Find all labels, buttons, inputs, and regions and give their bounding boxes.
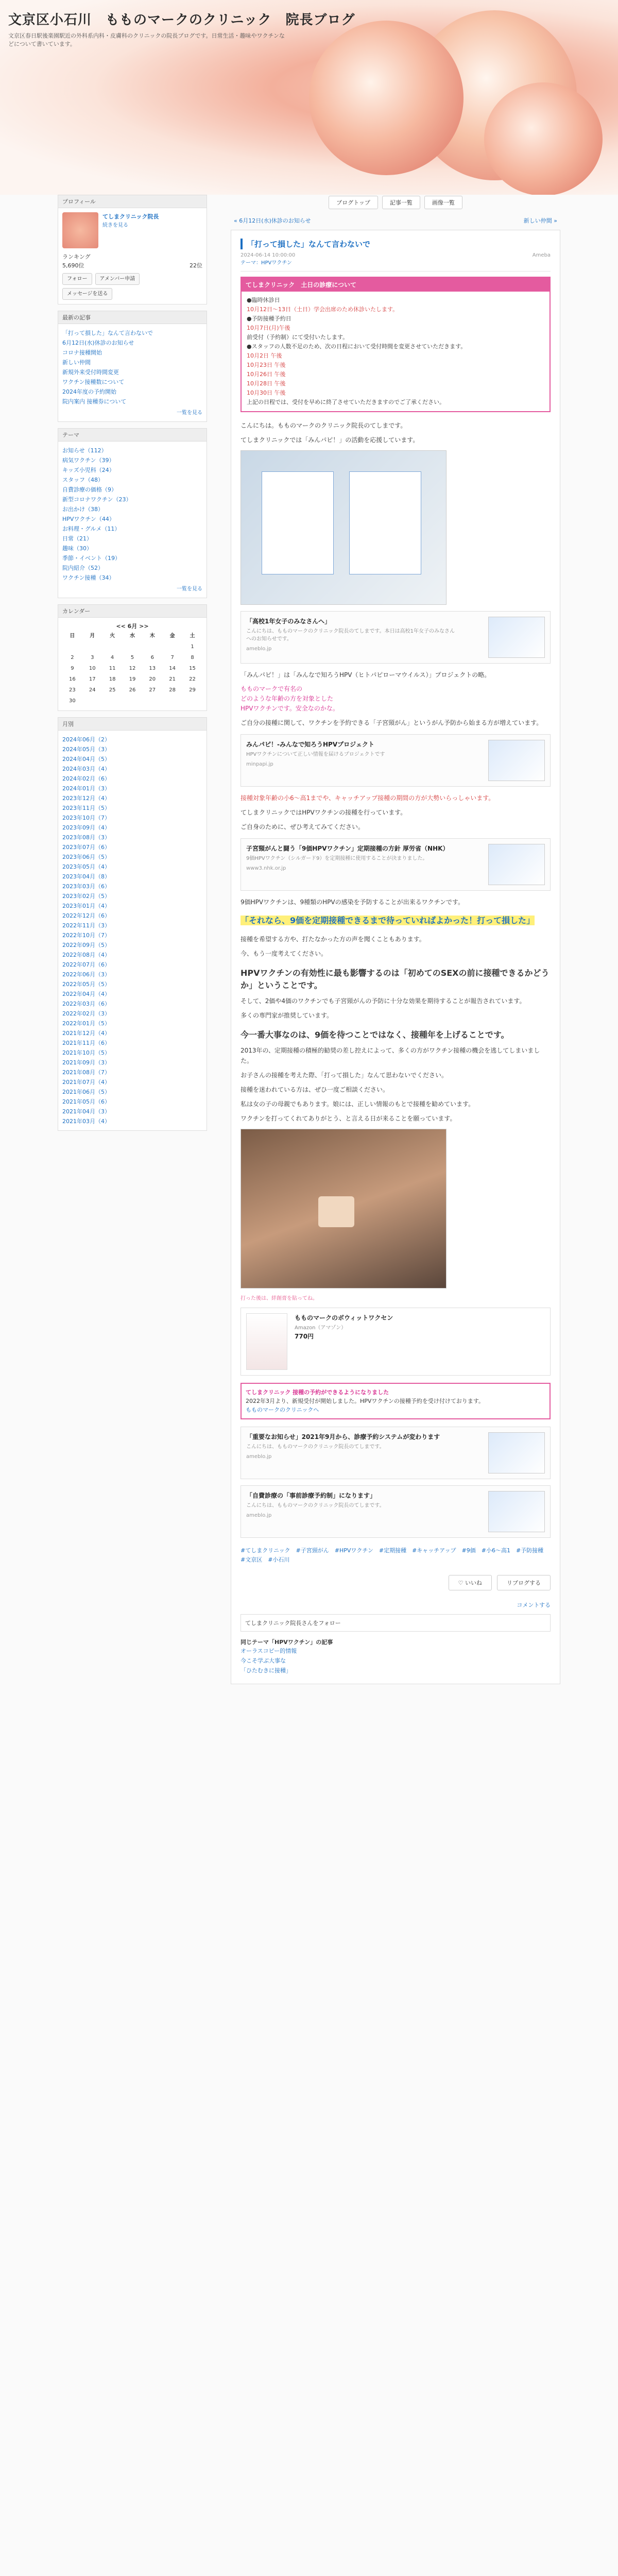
archive-month-link[interactable]: 2024年06月（2） bbox=[62, 736, 110, 743]
pink-text: どのような年齢の方を対象とした bbox=[241, 695, 334, 702]
archive-heading: 月別 bbox=[58, 718, 207, 731]
calendar-day[interactable]: 1 bbox=[191, 644, 194, 650]
paragraph: こんにちは。もものマークのクリニック院長のてしまです。 bbox=[241, 422, 407, 429]
emphasis-heading: 今一番大事なのは、9価を待つことではなく、接種年を上げることです。 bbox=[241, 1030, 509, 1040]
ranking-label: ランキング bbox=[62, 253, 91, 260]
card-desc: HPVワクチンについて正しい情報を届けるプロジェクトです bbox=[246, 752, 385, 757]
card-thumbnail bbox=[488, 740, 545, 781]
card-desc: こんにちは、もものマークのクリニック院長のてしまです。本日は高校1年女子のみなさんへのお知らせです。 bbox=[246, 629, 455, 642]
archive-month-link[interactable]: 2024年03月（4） bbox=[62, 766, 110, 772]
peach-image bbox=[309, 21, 464, 175]
archive-month-link[interactable]: 2023年02月（5） bbox=[62, 893, 110, 900]
theme-link[interactable]: お料理・グルメ（11） bbox=[62, 526, 121, 532]
paragraph: 接種を希望する方や、打たなかった方の声を聞くこともあります。 bbox=[241, 936, 425, 943]
announce-box bbox=[241, 1383, 551, 1419]
profile-heading: プロフィール bbox=[58, 195, 207, 208]
calendar-day[interactable]: 22 bbox=[189, 676, 196, 682]
calendar-day bbox=[142, 641, 162, 652]
archive-month-link[interactable]: 2021年08月（7） bbox=[62, 1069, 110, 1076]
archive-month-link[interactable]: 2022年11月（3） bbox=[62, 922, 110, 929]
calendar-day[interactable]: 6 bbox=[150, 655, 154, 660]
comment-button[interactable]: コメントする bbox=[517, 1602, 551, 1608]
theme-link[interactable]: 自費診療の価格（9） bbox=[62, 486, 117, 493]
paragraph: そして、2価や4価のワクチンでも子宮頸がんの予防に十分な効果を期待することが報告されています。 bbox=[241, 997, 526, 1005]
theme-link[interactable]: 院内紹介（52） bbox=[62, 565, 104, 571]
related-section bbox=[241, 1638, 551, 1675]
paragraph: 「みんパピ！」は「みんなで知ろうHPV（ヒトパピローマウイルス）」プロジェクトの略。 bbox=[241, 671, 491, 679]
recent-more-link[interactable]: 一覧を見る bbox=[177, 410, 202, 416]
card-title: 「高校1年女子のみなさんへ」 bbox=[246, 618, 331, 625]
recent-post-link[interactable]: 2024年度の予約開始 bbox=[62, 388, 116, 395]
pink-text: もものマークで有名の bbox=[241, 685, 303, 692]
card-thumbnail bbox=[488, 617, 545, 658]
calendar-day[interactable]: 12 bbox=[129, 666, 136, 671]
archive-month-link[interactable]: 2024年05月（3） bbox=[62, 746, 110, 753]
archive-month-link[interactable]: 2022年06月（3） bbox=[62, 971, 110, 978]
archive-month-link[interactable]: 2023年12月（4） bbox=[62, 795, 110, 802]
archive-month-link[interactable]: 2021年04月（3） bbox=[62, 1108, 110, 1115]
notice-box bbox=[241, 277, 551, 412]
calendar-weekday: 月 bbox=[90, 633, 95, 639]
link-card[interactable] bbox=[241, 611, 551, 664]
theme-link[interactable]: 病気ワクチン（39） bbox=[62, 457, 115, 464]
recent-posts-box bbox=[58, 311, 207, 422]
archive-month-link[interactable]: 2021年12月（4） bbox=[62, 1030, 110, 1037]
card-thumbnail bbox=[488, 1432, 545, 1473]
card-title: 「自費診療の「事前診療予約制」になります」 bbox=[246, 1492, 376, 1499]
calendar-day bbox=[162, 641, 182, 652]
themes-heading: テーマ bbox=[58, 429, 207, 442]
theme-link[interactable]: 季節・イベント（19） bbox=[62, 555, 121, 562]
notice-line: 10月28日 午後 bbox=[247, 380, 286, 387]
notice-line: ●臨時休診日 bbox=[247, 297, 280, 303]
card-thumbnail bbox=[488, 844, 545, 885]
archive-month-link[interactable]: 2023年04月（8） bbox=[62, 873, 110, 880]
paragraph: 2013年の、定期接種の積極的勧奨の差し控えによって、多くの方がワクチン接種の機会を逃してしまいました。 bbox=[241, 1047, 540, 1064]
paragraph: てしまクリニックでは「みんパピ！」の活動を応援しています。 bbox=[241, 436, 419, 444]
calendar-weekday: 火 bbox=[110, 633, 115, 639]
archive-month-link[interactable]: 2023年01月（4） bbox=[62, 903, 110, 909]
calendar-day bbox=[123, 696, 143, 706]
card-thumbnail bbox=[488, 1491, 545, 1532]
archive-month-link[interactable]: 2021年10月（5） bbox=[62, 1049, 110, 1056]
card-source: minpapi.jp bbox=[246, 761, 273, 767]
card-source: ameblo.jp bbox=[246, 1454, 272, 1460]
calendar-day[interactable]: 10 bbox=[89, 666, 96, 671]
calendar-day bbox=[82, 696, 102, 706]
calendar-grid bbox=[62, 631, 202, 706]
archive-month-link[interactable]: 2024年02月（6） bbox=[62, 775, 110, 782]
archive-month-link[interactable]: 2022年12月（6） bbox=[62, 912, 110, 919]
recent-post-link[interactable]: 新規外来受付時間変更 bbox=[62, 369, 119, 376]
profile-detail-link[interactable]: 続きを見る bbox=[102, 223, 128, 228]
archive-month-link[interactable]: 2023年08月（3） bbox=[62, 834, 110, 841]
archive-month-link[interactable]: 2022年08月（4） bbox=[62, 952, 110, 958]
card-source: ameblo.jp bbox=[246, 646, 272, 652]
archive-month-link[interactable]: 2022年10月（7） bbox=[62, 932, 110, 939]
themes-box bbox=[58, 428, 207, 598]
archive-month-link[interactable]: 2021年03月（4） bbox=[62, 1118, 110, 1125]
card-desc: こんにちは、もものマークのクリニック院長のてしまです。 bbox=[246, 1503, 385, 1509]
paragraph: 多くの専門家が推奨しています。 bbox=[241, 1012, 333, 1019]
recent-post-link[interactable]: 院内案内 接種券について bbox=[62, 398, 127, 405]
ranking-value: 5,690位 bbox=[62, 262, 84, 269]
article-date: 2024-06-14 10:00:00 bbox=[241, 252, 296, 258]
link-card[interactable] bbox=[241, 734, 551, 787]
theme-link[interactable]: 新型コロナワクチン（23） bbox=[62, 496, 132, 503]
calendar-day[interactable]: 20 bbox=[149, 676, 156, 682]
calendar-day bbox=[102, 696, 123, 706]
photo-caption: 打った後は、絆創膏を貼ってね。 bbox=[241, 1296, 318, 1301]
profile-name[interactable]: てしまクリニック院長 bbox=[102, 213, 159, 220]
announce-title: てしまクリニック 接種の予約ができるようになりました bbox=[246, 1389, 389, 1396]
blog-description: 文京区春日駅後楽園駅近の外科系内科・皮膚科のクリニックの院長ブログです。日常生活・趣味やワクチンなどについて書いています。 bbox=[8, 32, 285, 47]
calendar-day bbox=[123, 641, 143, 652]
calendar-day[interactable]: 23 bbox=[69, 687, 76, 693]
card-title: 子宮頸がんと闘う「9価HPVワクチン」定期接種の方針 厚労省（NHK） bbox=[246, 845, 449, 852]
theme-link[interactable]: キッズ小児科（24） bbox=[62, 467, 115, 473]
archive-month-link[interactable]: 2023年07月（6） bbox=[62, 844, 110, 851]
archive-month-link[interactable]: 2022年04月（4） bbox=[62, 991, 110, 997]
theme-link[interactable]: お出かけ（38） bbox=[62, 506, 104, 513]
archive-month-link[interactable]: 2022年03月（6） bbox=[62, 1001, 110, 1007]
archive-month-link[interactable]: 2021年06月（5） bbox=[62, 1089, 110, 1095]
related-title: 同じテーマ「HPVワクチン」の記事 bbox=[241, 1639, 333, 1646]
archive-month-link[interactable]: 2023年11月（5） bbox=[62, 805, 110, 811]
calendar-day[interactable]: 17 bbox=[89, 676, 96, 682]
calendar-day bbox=[82, 641, 102, 652]
calendar-day bbox=[102, 641, 123, 652]
calendar-day[interactable]: 11 bbox=[109, 666, 116, 671]
notice-line: 10月30日 午後 bbox=[247, 389, 286, 396]
theme-link[interactable]: ワクチン接種（34） bbox=[62, 574, 115, 581]
article bbox=[231, 230, 560, 1684]
tab-blog-top[interactable]: ブログトップ bbox=[329, 196, 378, 209]
tab-article-list[interactable]: 記事一覧 bbox=[382, 196, 420, 209]
article-source: Ameba bbox=[532, 252, 551, 258]
calendar-day[interactable]: 13 bbox=[149, 666, 156, 671]
calendar-day bbox=[182, 696, 202, 706]
recent-post-link[interactable]: 新しい仲間 bbox=[62, 359, 91, 366]
notice-heading: てしまクリニック 土日の診療について bbox=[242, 278, 550, 292]
highlight-quote: 「それなら、9価を定期接種できるまで待っていればよかった！打って損した」 bbox=[241, 916, 535, 925]
themes-more-link[interactable]: 一覧を見る bbox=[177, 586, 202, 592]
archive-month-link[interactable]: 2022年01月（5） bbox=[62, 1020, 110, 1027]
calendar-day[interactable]: 27 bbox=[149, 687, 156, 693]
calendar-day[interactable]: 7 bbox=[170, 655, 174, 660]
blog-header bbox=[0, 0, 618, 195]
announce-body: 2022年3月より、新規受付が開始しました。HPVワクチンの接種予約を受け付けております。 bbox=[246, 1398, 484, 1404]
paragraph: 私は女の子の母親でもあります。娘には、正しい情報のもとで接種を勧めています。 bbox=[241, 1100, 475, 1108]
calendar-day bbox=[162, 696, 182, 706]
notice-line: 10月26日 午後 bbox=[247, 371, 286, 378]
archive-month-link[interactable]: 2022年09月（5） bbox=[62, 942, 110, 948]
link-card[interactable] bbox=[241, 838, 551, 891]
follow-box-title[interactable]: てしまクリニック院長さんをフォロー bbox=[245, 1620, 341, 1626]
calendar-day[interactable]: 18 bbox=[109, 676, 116, 682]
paragraph: ワクチンを打ってくれてありがとう、と言える日が来ることを願っています。 bbox=[241, 1115, 456, 1122]
article-theme[interactable]: テーマ：HPVワクチン bbox=[241, 260, 292, 266]
sidebar bbox=[58, 195, 207, 1137]
archive-month-link[interactable]: 2023年05月（4） bbox=[62, 863, 110, 870]
notice-line: 前受付（予約制）にて受付いたします。 bbox=[247, 334, 349, 341]
recent-heading: 最新の記事 bbox=[58, 311, 207, 324]
calendar-day[interactable]: 2 bbox=[71, 655, 74, 660]
heart-icon: ♡ bbox=[458, 1580, 465, 1586]
paragraph: 接種を迷われている方は、ぜひ一度ご相談ください。 bbox=[241, 1086, 389, 1093]
calendar-day[interactable]: 25 bbox=[109, 687, 116, 693]
product-source: Amazon（アマゾン） bbox=[295, 1325, 347, 1331]
calendar-day[interactable]: 26 bbox=[129, 687, 136, 693]
notice-line: 10月2日 午後 bbox=[247, 352, 282, 359]
calendar-weekday: 日 bbox=[70, 633, 75, 639]
archive-month-link[interactable]: 2024年01月（3） bbox=[62, 785, 110, 792]
announce-link[interactable]: もものマークのクリニックへ bbox=[246, 1406, 319, 1413]
paragraph: ご自分の接種に関して、ワクチンを予約できる「子宮頸がん」というがん予防から始まる方が増えています。 bbox=[241, 719, 543, 726]
emphasis-heading: HPVワクチンの有効性に最も影響するのは「初めてのSEXの前に接種できるかどうか」ということです。 bbox=[241, 968, 550, 990]
message-button[interactable]: メッセージを送る bbox=[62, 288, 112, 300]
notice-line: 10月7日(月)午後 bbox=[247, 325, 290, 331]
related-post-link[interactable]: 今こそ学ぶ大事な bbox=[241, 1657, 286, 1664]
tab-image-list[interactable]: 画像一覧 bbox=[424, 196, 462, 209]
archive-month-link[interactable]: 2021年07月（4） bbox=[62, 1079, 110, 1086]
calendar-month[interactable]: << 6月 >> bbox=[116, 623, 149, 630]
bandaid bbox=[318, 1196, 354, 1227]
leaflet-photo bbox=[241, 450, 447, 605]
profile-box bbox=[58, 195, 207, 304]
notice-line: 10月12日〜13日（土日）学会出席のため休診いたします。 bbox=[247, 306, 399, 313]
blog-title[interactable]: 文京区小石川 もものマークのクリニック 院長ブログ bbox=[8, 12, 355, 28]
calendar-day[interactable]: 30 bbox=[69, 698, 76, 704]
calendar-day[interactable]: 3 bbox=[91, 655, 94, 660]
prev-post-link[interactable]: « 6月12日(水)休診のお知らせ bbox=[234, 217, 311, 224]
card-title: みんパピ！-みんなで知ろうHPVプロジェクト bbox=[246, 741, 374, 748]
calendar-day[interactable]: 14 bbox=[169, 666, 176, 671]
calendar-day bbox=[62, 641, 82, 652]
archive-month-link[interactable]: 2022年02月（3） bbox=[62, 1010, 110, 1017]
link-card[interactable] bbox=[241, 1485, 551, 1538]
calendar-box bbox=[58, 604, 207, 711]
related-post-link[interactable]: 「ひたむきに接種」 bbox=[241, 1667, 291, 1674]
archive-month-link[interactable]: 2023年10月（7） bbox=[62, 815, 110, 821]
paragraph: てしまクリニックではHPVワクチンの接種を行っています。 bbox=[241, 809, 407, 816]
calendar-day[interactable]: 21 bbox=[169, 676, 176, 682]
ranking-value: 22位 bbox=[190, 262, 202, 269]
follow-box bbox=[241, 1614, 551, 1632]
hashtags[interactable]: #てしまクリニック #子宮頸がん #HPVワクチン #定期接種 #キャッチアップ #9価 #小6〜高1 #予防接種 #文京区 #小石川 bbox=[241, 1547, 550, 1563]
calendar-day[interactable]: 28 bbox=[169, 687, 176, 693]
notice-line: ●スタッフの人数不足のため、次の日程において受付時間を変更させていただきます。 bbox=[247, 343, 467, 350]
calendar-day[interactable]: 5 bbox=[130, 655, 134, 660]
main-content bbox=[231, 195, 560, 1684]
calendar-day[interactable]: 9 bbox=[71, 666, 74, 671]
calendar-weekday: 土 bbox=[190, 633, 195, 639]
like-button[interactable]: ♡ いいね bbox=[449, 1575, 492, 1590]
red-paragraph: 接種対象年齢の小6〜高1までや、キャッチアップ接種の期間の方が大勢いらっしゃいます。 bbox=[241, 794, 495, 802]
calendar-day[interactable]: 8 bbox=[191, 655, 194, 660]
product-card[interactable] bbox=[241, 1308, 551, 1376]
card-title: 「重要なお知らせ」2021年9月から、診療予約システムが変わります bbox=[246, 1433, 440, 1440]
next-post-link[interactable]: 新しい仲間 » bbox=[523, 217, 557, 224]
paragraph: お子さんの接種を考えた際、「打って損した」なんて思わないでください。 bbox=[241, 1072, 448, 1079]
calendar-day[interactable]: 15 bbox=[189, 666, 196, 671]
paragraph: 9価HPVワクチンは、9種類のHPVの感染を予防することが出来るワクチンです。 bbox=[241, 899, 465, 906]
archive-month-link[interactable]: 2022年07月（6） bbox=[62, 961, 110, 968]
calendar-day[interactable]: 16 bbox=[69, 676, 76, 682]
archive-month-link[interactable]: 2023年06月（5） bbox=[62, 854, 110, 860]
archive-month-link[interactable]: 2021年05月（6） bbox=[62, 1098, 110, 1105]
card-desc: 9価HPVワクチン（シルガード9）を定期接種に使用することが決まりました。 bbox=[246, 856, 428, 861]
vaccination-photo bbox=[241, 1129, 447, 1289]
calendar-weekday: 木 bbox=[149, 633, 155, 639]
paragraph: ご自身のために、ぜひ考えてみてください。 bbox=[241, 823, 365, 831]
theme-link[interactable]: スタッフ（48） bbox=[62, 477, 104, 483]
theme-link[interactable]: 日常（21） bbox=[62, 535, 92, 542]
archive-month-link[interactable]: 2021年11月（6） bbox=[62, 1040, 110, 1046]
product-price: 770円 bbox=[295, 1333, 314, 1340]
theme-link[interactable]: 趣味（30） bbox=[62, 545, 92, 552]
card-source: ameblo.jp bbox=[246, 1513, 272, 1518]
recent-post-link[interactable]: ワクチン接種数について bbox=[62, 379, 125, 385]
archive-month-link[interactable]: 2023年03月（6） bbox=[62, 883, 110, 890]
archive-month-link[interactable]: 2022年05月（5） bbox=[62, 981, 110, 988]
calendar-day[interactable]: 24 bbox=[89, 687, 96, 693]
notice-line: ●予防接種予約日 bbox=[247, 315, 291, 322]
peach-image bbox=[484, 82, 603, 195]
calendar-day[interactable]: 29 bbox=[189, 687, 196, 693]
calendar-day[interactable]: 19 bbox=[129, 676, 136, 682]
product-title: もものマークのボウィットワクセン bbox=[295, 1314, 393, 1321]
archive-month-link[interactable]: 2023年09月（4） bbox=[62, 824, 110, 831]
related-post-link[interactable]: オーラスコピー的情報 bbox=[241, 1648, 297, 1654]
recent-post-link[interactable]: 「打って損した」なんて言わないで bbox=[62, 330, 153, 336]
calendar-day bbox=[142, 696, 162, 706]
archive-box bbox=[58, 717, 207, 1131]
calendar-heading: カレンダー bbox=[58, 605, 207, 618]
pink-text: HPVワクチンです。安全なのかな。 bbox=[241, 705, 339, 712]
notice-line: 10月23日 午後 bbox=[247, 362, 286, 368]
calendar-weekday: 金 bbox=[169, 633, 175, 639]
card-source: www3.nhk.or.jp bbox=[246, 866, 286, 871]
avatar[interactable] bbox=[62, 212, 98, 248]
notice-line: 上記の日程では、受付を早めに終了させていただきますのでご了承ください。 bbox=[247, 399, 445, 405]
recent-post-link[interactable]: コロナ接種開始 bbox=[62, 349, 102, 356]
reblog-button[interactable]: リブログする bbox=[497, 1575, 551, 1590]
theme-link[interactable]: お知らせ（112） bbox=[62, 447, 107, 454]
product-image bbox=[246, 1313, 287, 1370]
card-desc: こんにちは、もものマークのクリニック院長のてしまです。 bbox=[246, 1444, 385, 1450]
theme-link[interactable]: HPVワクチン（44） bbox=[62, 516, 115, 522]
archive-month-link[interactable]: 2021年09月（3） bbox=[62, 1059, 110, 1066]
article-title[interactable]: 「打って損した」なんて言わないで bbox=[241, 239, 551, 249]
follow-button[interactable]: フォロー bbox=[62, 273, 92, 285]
link-card[interactable] bbox=[241, 1427, 551, 1479]
calendar-day[interactable]: 4 bbox=[110, 655, 114, 660]
calendar-weekday: 水 bbox=[129, 633, 135, 639]
paragraph: 今、もう一度考えてください。 bbox=[241, 950, 328, 957]
amember-button[interactable]: アメンバー申請 bbox=[95, 273, 140, 285]
archive-month-link[interactable]: 2024年04月（5） bbox=[62, 756, 110, 762]
recent-post-link[interactable]: 6月12日(水)休診のお知らせ bbox=[62, 340, 134, 346]
